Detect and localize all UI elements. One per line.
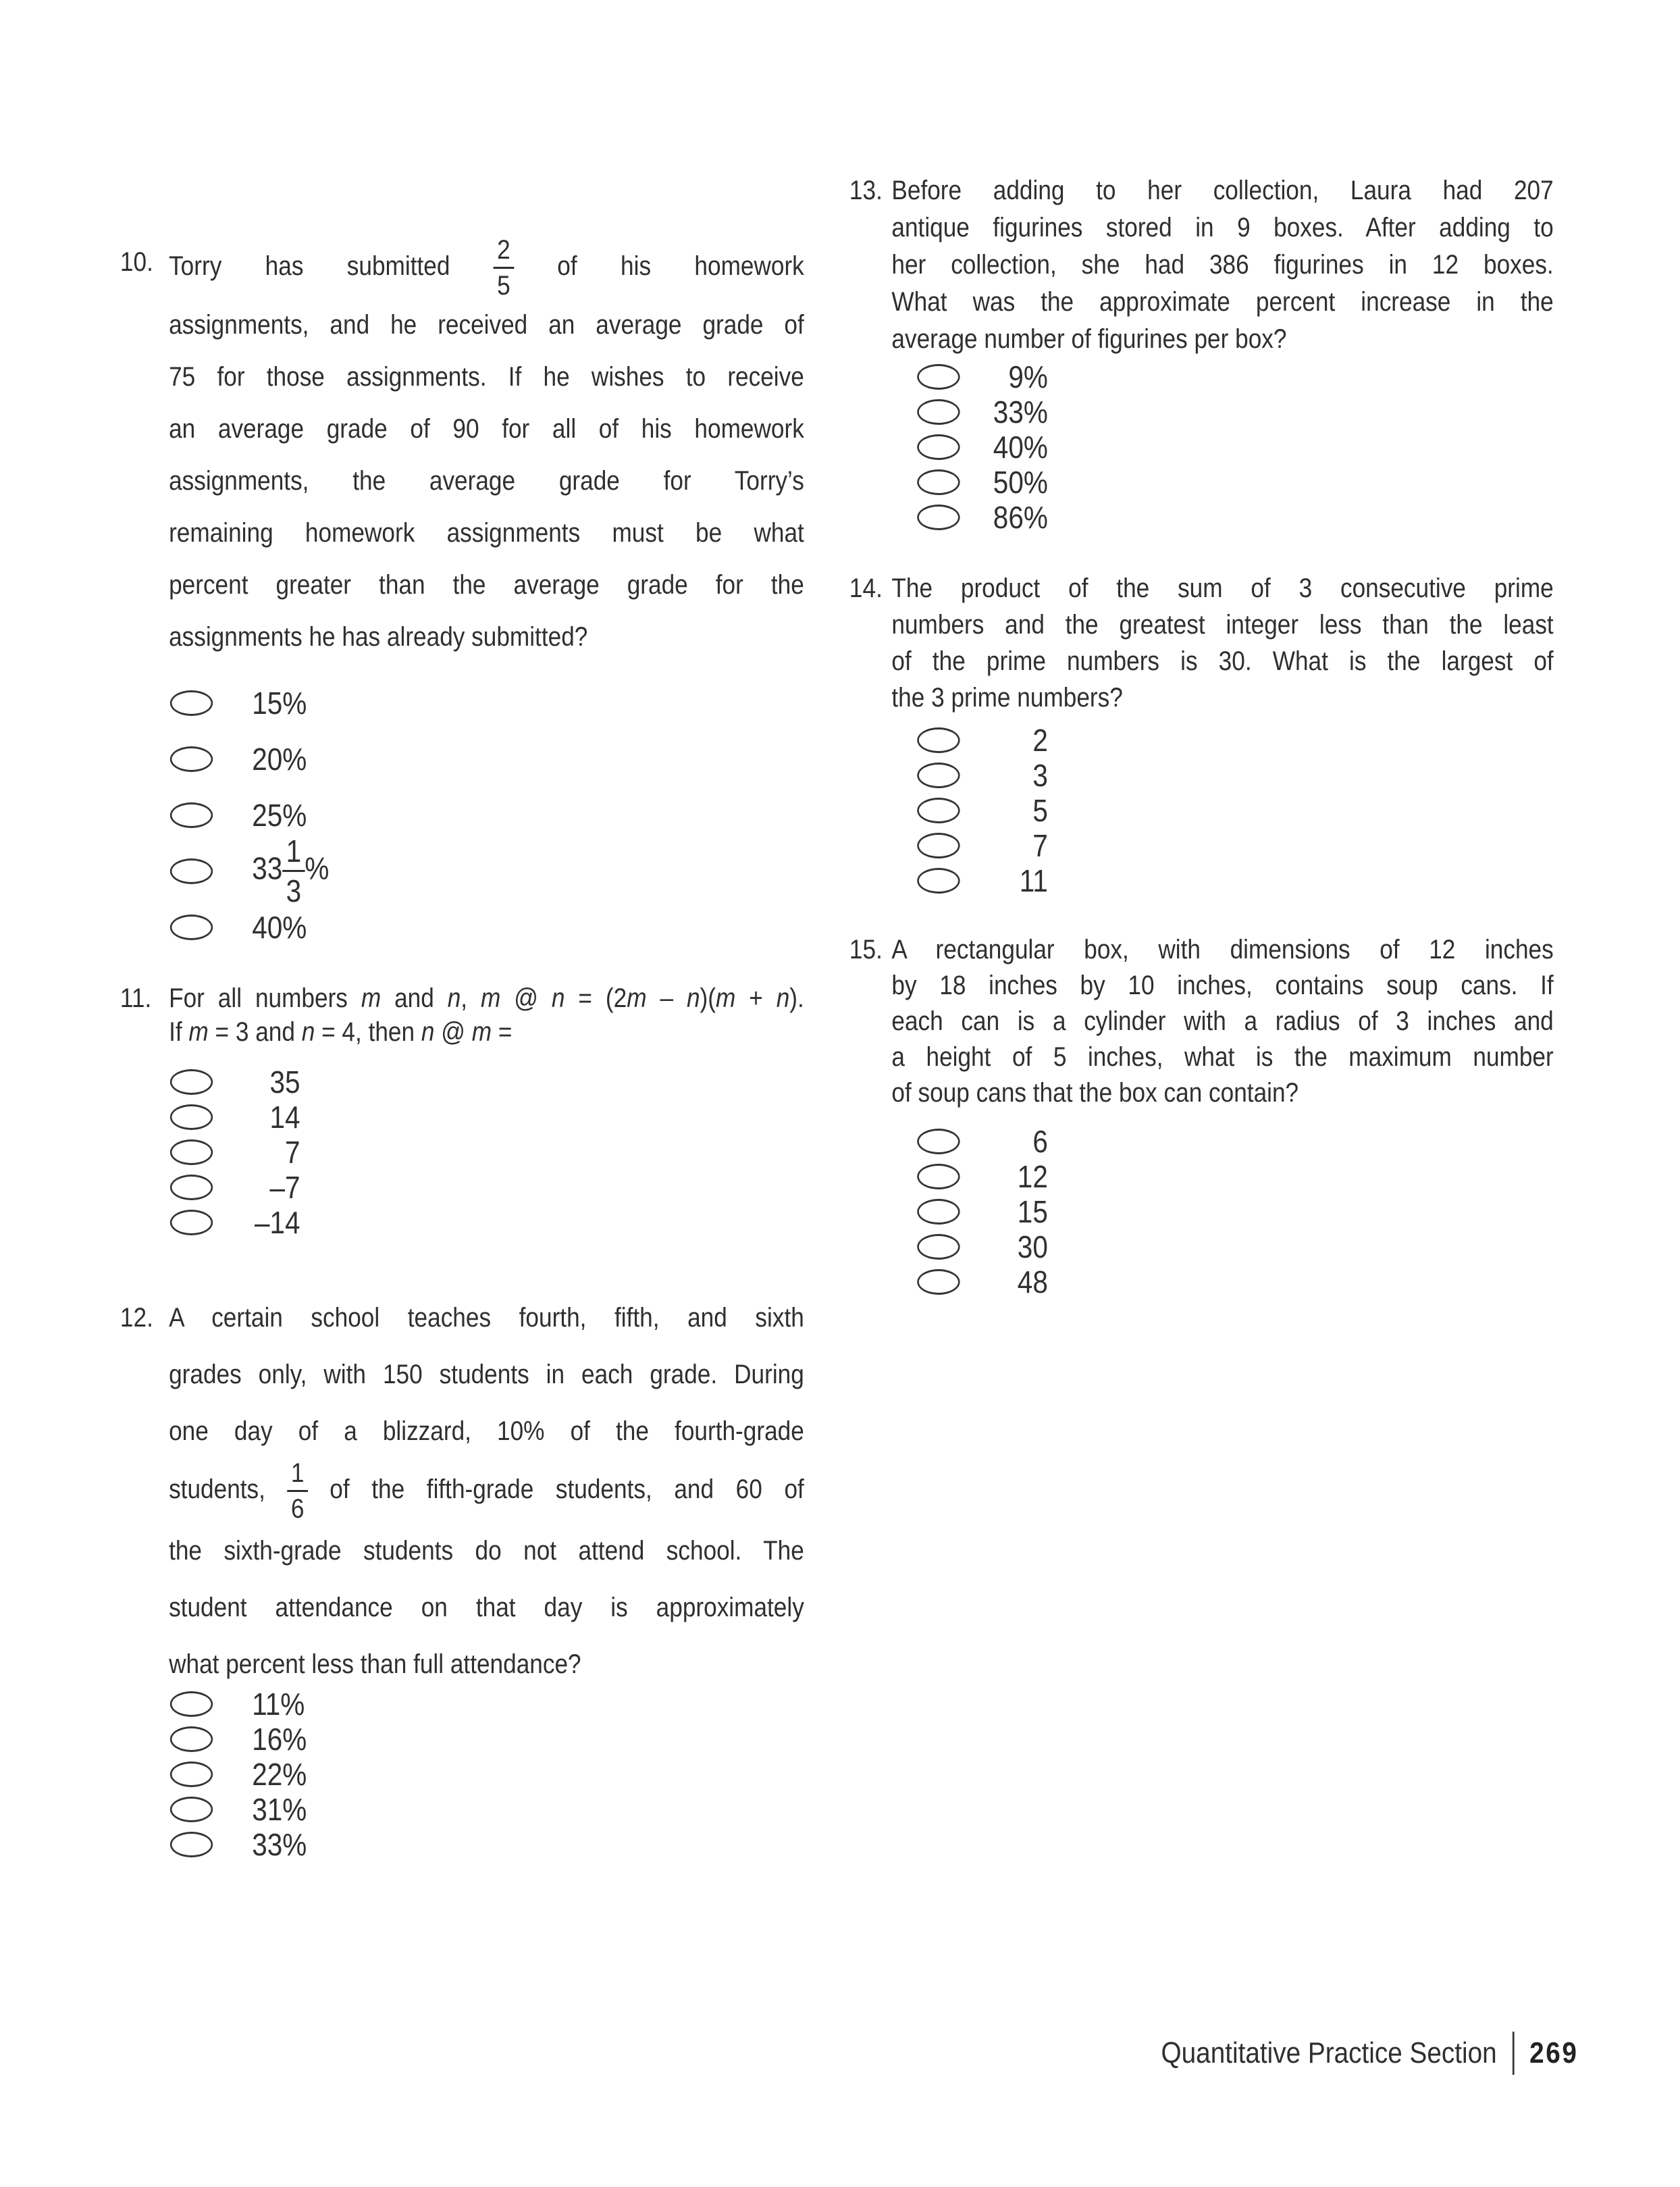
question-text <box>169 236 804 663</box>
option-label: 16% <box>252 1722 307 1757</box>
text-segment: 33 <box>252 850 283 886</box>
text-line: What was the approximate percent increase in the <box>891 287 1554 317</box>
question-number: 13. <box>849 176 883 205</box>
math-variable: m <box>361 983 382 1013</box>
text-line: of the prime numbers is 30. What is the largest of <box>891 646 1554 676</box>
math-variable: n <box>551 983 565 1013</box>
text-line: by 18 inches by 10 inches, contains soup cans. If <box>891 971 1554 1000</box>
question-number: 11. <box>120 983 152 1013</box>
answer-option <box>844 1124 1554 1159</box>
question-10-options <box>115 675 804 955</box>
answer-option <box>844 1159 1554 1194</box>
answer-bubble[interactable] <box>170 1832 213 1857</box>
answer-option <box>844 1264 1554 1300</box>
question-number: 12. <box>120 1303 153 1333</box>
answer-bubble[interactable] <box>170 1726 213 1752</box>
text-segment: If <box>169 1017 189 1047</box>
question-14-options <box>844 723 1554 898</box>
fraction <box>494 236 514 299</box>
text-segment: ). <box>789 983 804 1013</box>
answer-bubble[interactable] <box>917 469 960 495</box>
fraction <box>288 1460 308 1522</box>
question-number: 15. <box>849 935 883 964</box>
text-segment: @ <box>500 983 552 1013</box>
answer-bubble[interactable] <box>170 1761 213 1787</box>
option-label: –7 <box>269 1170 300 1205</box>
answer-option <box>844 1229 1554 1264</box>
question-text <box>169 981 804 1049</box>
text-line: assignments, and he received an average grade of <box>169 310 804 340</box>
fraction-denominator: 5 <box>497 271 510 301</box>
question-13-options <box>844 359 1554 535</box>
answer-option <box>115 833 804 908</box>
answer-option <box>115 1100 804 1135</box>
answer-option <box>844 723 1554 758</box>
math-variable: n <box>776 983 790 1013</box>
answer-bubble[interactable] <box>170 858 213 884</box>
fraction-denominator: 3 <box>286 873 302 908</box>
answer-option <box>115 1170 804 1205</box>
question-12 <box>115 1289 804 1693</box>
answer-bubble[interactable] <box>170 802 213 828</box>
text-segment: @ <box>434 1017 472 1047</box>
question-text <box>891 932 1553 1111</box>
question-11-options <box>115 1064 804 1240</box>
text-segment: = 4, then <box>315 1017 421 1047</box>
question-15 <box>844 932 1554 1111</box>
math-variable: m <box>481 983 501 1013</box>
option-label: 33% <box>993 394 1048 430</box>
answer-option <box>115 787 804 843</box>
answer-option <box>844 500 1554 535</box>
right-column <box>844 0 1554 2187</box>
answer-bubble[interactable] <box>170 1139 213 1165</box>
answer-option <box>844 863 1554 898</box>
option-label: 31% <box>252 1792 307 1827</box>
option-label: 11 <box>1019 863 1048 898</box>
math-variable: n <box>301 1017 315 1047</box>
answer-option <box>115 899 804 955</box>
text-line: percent greater than the average grade for the <box>169 570 804 600</box>
option-label: 35 <box>269 1064 300 1100</box>
footer-page-number: 269 <box>1529 2036 1579 2069</box>
math-variable: m <box>188 1017 209 1047</box>
option-label: 12 <box>1017 1159 1048 1194</box>
option-label <box>252 835 329 906</box>
option-label: 5 <box>1032 793 1048 828</box>
option-label: 25% <box>252 797 307 833</box>
answer-option <box>844 394 1554 430</box>
text-segment: of his homework <box>557 251 804 282</box>
answer-option <box>844 430 1554 465</box>
answer-option <box>115 1792 804 1827</box>
answer-bubble[interactable] <box>917 798 960 823</box>
text-line: assignments he has already submitted? <box>169 622 588 652</box>
text-line: an average grade of 90 for all of his homework <box>169 414 804 444</box>
text-line: The product of the sum of 3 consecutive prime <box>891 573 1554 603</box>
fraction-numerator: 1 <box>282 835 305 872</box>
answer-bubble[interactable] <box>917 399 960 425</box>
left-column <box>115 0 804 2187</box>
answer-option <box>844 793 1554 828</box>
text-segment: = <box>492 1017 513 1047</box>
math-variable: n <box>447 983 461 1013</box>
text-line: grades only, with 150 students in each grade. During <box>169 1360 804 1389</box>
answer-option <box>844 758 1554 793</box>
answer-bubble[interactable] <box>917 868 960 894</box>
answer-bubble[interactable] <box>170 746 213 772</box>
math-variable: n <box>421 1017 435 1047</box>
option-label: 20% <box>252 741 307 777</box>
fraction-numerator: 2 <box>494 236 514 269</box>
text-segment: and <box>381 983 448 1013</box>
text-segment: % <box>305 850 330 886</box>
option-label: 6 <box>1032 1124 1048 1159</box>
text-line: A certain school teaches fourth, fifth, and sixth <box>169 1303 804 1333</box>
question-text <box>891 172 1553 358</box>
fraction-denominator: 6 <box>290 1494 305 1524</box>
option-label: 7 <box>285 1135 300 1170</box>
answer-bubble[interactable] <box>170 690 213 716</box>
option-label: 9% <box>1008 359 1048 394</box>
answer-option <box>115 1827 804 1862</box>
option-label: –14 <box>255 1205 300 1240</box>
text-line: remaining homework assignments must be what <box>169 518 804 548</box>
answer-bubble[interactable] <box>917 364 960 390</box>
question-15-options <box>844 1124 1554 1300</box>
question-13 <box>844 172 1554 358</box>
footer-section-label: Quantitative Practice Section <box>1161 2036 1497 2069</box>
question-number: 14. <box>849 573 883 603</box>
answer-bubble[interactable] <box>917 727 960 753</box>
answer-bubble[interactable] <box>170 1175 213 1200</box>
option-label: 50% <box>993 465 1048 500</box>
text-line: one day of a blizzard, 10% of the fourth-grade <box>169 1416 804 1446</box>
option-label: 40% <box>252 909 307 945</box>
text-line: her collection, she had 386 figurines in 12 boxes. <box>891 250 1554 280</box>
answer-bubble[interactable] <box>170 1069 213 1095</box>
question-10 <box>115 236 804 663</box>
text-line: each can is a cylinder with a radius of 3 inches and <box>891 1006 1554 1036</box>
answer-bubble[interactable] <box>170 915 213 940</box>
text-segment: Torry has submitted <box>169 251 450 282</box>
option-label: 14 <box>269 1100 300 1135</box>
text-line: a height of 5 inches, what is the maximum number <box>891 1042 1554 1072</box>
answer-bubble[interactable] <box>917 1234 960 1260</box>
text-line: A rectangular box, with dimensions of 12 inches <box>891 935 1554 964</box>
text-line <box>169 1015 804 1049</box>
math-variable: m <box>715 983 736 1013</box>
question-text <box>891 570 1553 716</box>
text-line: numbers and the greatest integer less than the least <box>891 610 1554 640</box>
option-label: 48 <box>1017 1264 1048 1300</box>
text-line: student attendance on that day is approximately <box>169 1593 804 1622</box>
answer-option <box>844 465 1554 500</box>
option-label: 22% <box>252 1757 307 1792</box>
text-line: assignments, the average grade for Torry’s <box>169 466 804 496</box>
answer-option <box>115 1757 804 1792</box>
text-segment: )( <box>700 983 716 1013</box>
question-number: 10. <box>120 247 153 277</box>
math-variable: n <box>686 983 700 1013</box>
math-variable: m <box>471 1017 492 1047</box>
text-line: what percent less than full attendance? <box>169 1649 581 1679</box>
text-segment: , <box>461 983 481 1013</box>
answer-option <box>844 1194 1554 1229</box>
option-label: 3 <box>1032 758 1048 793</box>
answer-bubble[interactable] <box>170 1691 213 1717</box>
text-segment: For all numbers <box>169 983 361 1013</box>
answer-bubble[interactable] <box>917 1129 960 1154</box>
answer-bubble[interactable] <box>170 1797 213 1822</box>
answer-option <box>115 731 804 787</box>
answer-option <box>115 1687 804 1722</box>
text-line: Before adding to her collection, Laura had 207 <box>891 176 1554 205</box>
text-line: antique figurines stored in 9 boxes. After adding to <box>891 213 1554 242</box>
text-segment: = 3 and <box>208 1017 302 1047</box>
question-11 <box>115 981 804 1049</box>
question-12-options <box>115 1687 804 1862</box>
answer-option <box>115 1205 804 1240</box>
text-line: 75 for those assignments. If he wishes to receive <box>169 362 804 392</box>
answer-option <box>844 828 1554 863</box>
answer-bubble[interactable] <box>170 1104 213 1130</box>
answer-bubble[interactable] <box>170 1210 213 1235</box>
text-segment: students, <box>169 1474 265 1505</box>
text-line: average number of figurines per box? <box>891 324 1287 354</box>
question-text <box>169 1289 804 1693</box>
answer-bubble[interactable] <box>917 1269 960 1295</box>
text-line: the sixth-grade students do not attend school. The <box>169 1536 804 1566</box>
option-label: 7 <box>1032 828 1048 863</box>
answer-bubble[interactable] <box>917 434 960 460</box>
option-label: 15 <box>1017 1194 1048 1229</box>
answer-bubble[interactable] <box>917 505 960 530</box>
answer-option <box>115 1064 804 1100</box>
text-segment: of the fifth-grade students, and 60 of <box>330 1474 804 1505</box>
page-footer <box>1121 2025 1579 2082</box>
option-label: 86% <box>993 500 1048 535</box>
footer-divider <box>1513 2032 1515 2075</box>
answer-option <box>844 359 1554 394</box>
text-segment: – <box>646 983 687 1013</box>
answer-option <box>115 675 804 731</box>
answer-bubble[interactable] <box>917 763 960 788</box>
text-line: the 3 prime numbers? <box>891 683 1123 713</box>
answer-bubble[interactable] <box>917 1164 960 1189</box>
text-line <box>169 236 804 299</box>
answer-option <box>115 1135 804 1170</box>
math-variable: m <box>627 983 647 1013</box>
fraction <box>282 835 305 906</box>
text-line: of soup cans that the box can contain? <box>891 1078 1299 1108</box>
option-label: 33% <box>252 1827 307 1862</box>
text-line <box>169 1460 804 1522</box>
option-label: 30 <box>1017 1229 1048 1264</box>
option-label: 11% <box>252 1687 305 1722</box>
option-label: 2 <box>1032 723 1048 758</box>
answer-option <box>115 1722 804 1757</box>
fraction-numerator: 1 <box>288 1460 308 1492</box>
option-label: 15% <box>252 685 307 721</box>
text-line <box>169 981 804 1015</box>
option-label: 40% <box>993 430 1048 465</box>
text-segment: = (2 <box>565 983 627 1013</box>
answer-bubble[interactable] <box>917 1199 960 1225</box>
question-14 <box>844 570 1554 716</box>
answer-bubble[interactable] <box>917 833 960 858</box>
text-segment: + <box>735 983 777 1013</box>
